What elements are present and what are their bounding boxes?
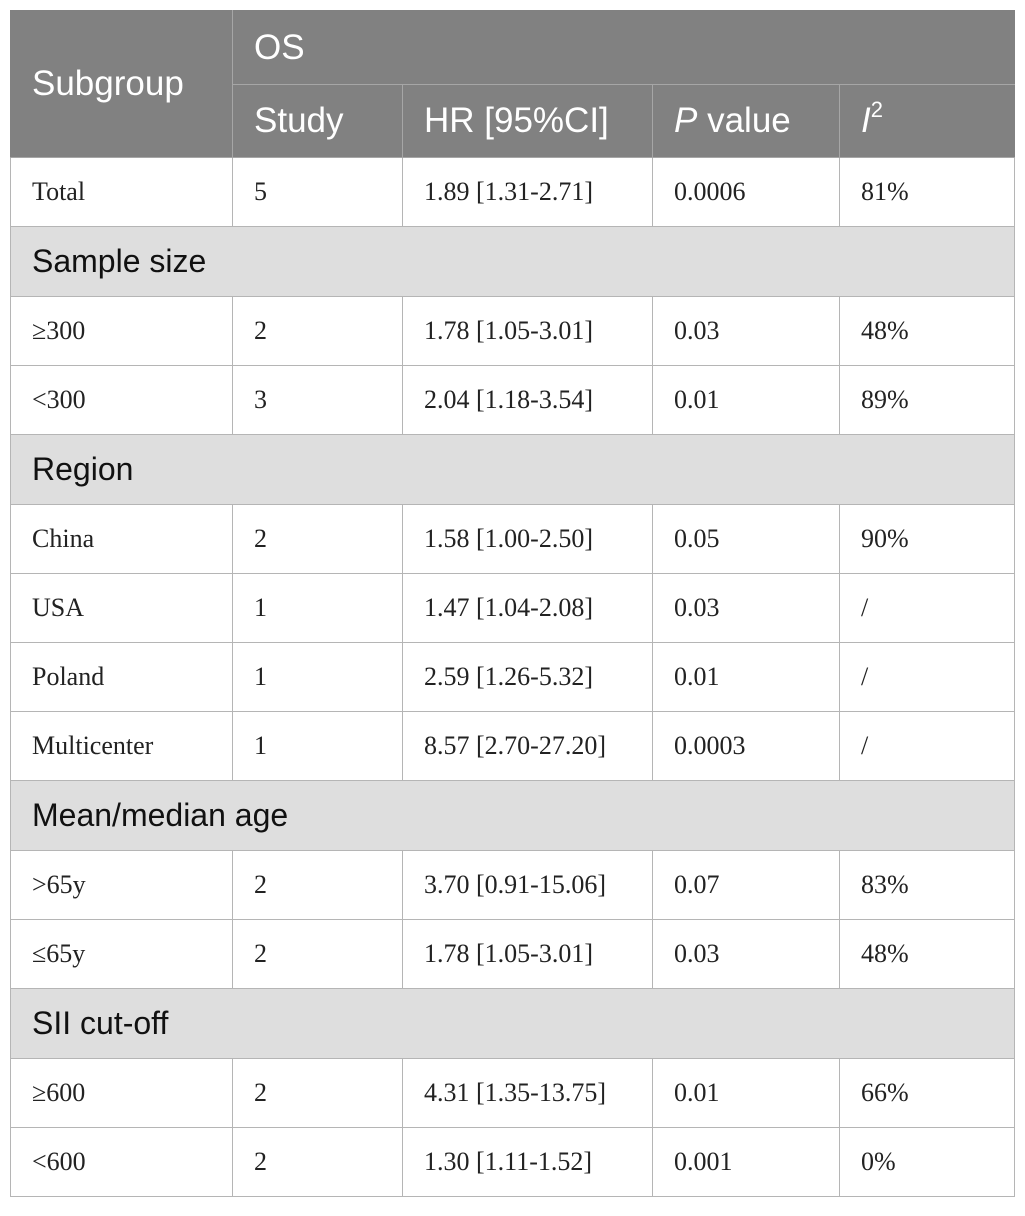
table-row — [11, 643, 1015, 712]
study-count-cell: 1 — [233, 712, 403, 781]
subgroup-cell: Total — [11, 158, 233, 227]
p-value-cell: 0.01 — [653, 366, 840, 435]
p-value-cell: 0.0003 — [653, 712, 840, 781]
hazard-ratio-cell: 1.30 [1.11-1.52] — [403, 1128, 653, 1197]
i2-cell: 0% — [840, 1128, 1015, 1197]
p-value-cell: 0.03 — [653, 574, 840, 643]
p-value-cell: 0.01 — [653, 643, 840, 712]
table-row — [11, 574, 1015, 643]
p-value-cell: 0.001 — [653, 1128, 840, 1197]
i2-cell: 90% — [840, 505, 1015, 574]
study-count-cell: 1 — [233, 574, 403, 643]
subgroup-analysis-table — [10, 10, 1015, 1197]
p-symbol: P — [674, 101, 698, 140]
group-row — [11, 781, 1015, 851]
i2-symbol: I — [861, 101, 871, 140]
group-label: SII cut-off — [11, 989, 1015, 1059]
table-row — [11, 158, 1015, 227]
table-row — [11, 712, 1015, 781]
table-body — [11, 158, 1015, 1197]
study-count-cell: 1 — [233, 643, 403, 712]
table-row — [11, 920, 1015, 989]
table-row — [11, 851, 1015, 920]
hazard-ratio-cell: 2.59 [1.26-5.32] — [403, 643, 653, 712]
study-count-cell: 3 — [233, 366, 403, 435]
p-value-header — [653, 85, 840, 158]
study-count-cell: 2 — [233, 297, 403, 366]
group-row — [11, 435, 1015, 505]
subgroup-cell: China — [11, 505, 233, 574]
p-value-cell: 0.0006 — [653, 158, 840, 227]
group-row — [11, 227, 1015, 297]
hr-header: HR [95%CI] — [403, 85, 653, 158]
i2-header — [840, 85, 1015, 158]
i2-cell: / — [840, 643, 1015, 712]
i2-cell: 66% — [840, 1059, 1015, 1128]
group-row — [11, 989, 1015, 1059]
study-header: Study — [233, 85, 403, 158]
table-row — [11, 1059, 1015, 1128]
hazard-ratio-cell: 1.78 [1.05-3.01] — [403, 297, 653, 366]
hazard-ratio-cell: 1.58 [1.00-2.50] — [403, 505, 653, 574]
subgroup-cell: >65y — [11, 851, 233, 920]
subgroup-header: Subgroup — [11, 11, 233, 158]
p-value-cell: 0.05 — [653, 505, 840, 574]
p-value-label: value — [697, 101, 791, 140]
group-label: Region — [11, 435, 1015, 505]
table-header — [11, 11, 1015, 158]
study-count-cell: 2 — [233, 1059, 403, 1128]
hazard-ratio-cell: 1.89 [1.31-2.71] — [403, 158, 653, 227]
i2-cell: 81% — [840, 158, 1015, 227]
subgroup-cell: Poland — [11, 643, 233, 712]
header-row-top — [11, 11, 1015, 85]
i2-cell: 48% — [840, 297, 1015, 366]
subgroup-cell: ≥300 — [11, 297, 233, 366]
i2-cell: / — [840, 712, 1015, 781]
study-count-cell: 2 — [233, 1128, 403, 1197]
hazard-ratio-cell: 8.57 [2.70-27.20] — [403, 712, 653, 781]
table-row — [11, 1128, 1015, 1197]
p-value-cell: 0.01 — [653, 1059, 840, 1128]
group-label: Sample size — [11, 227, 1015, 297]
group-label: Mean/median age — [11, 781, 1015, 851]
subgroup-cell: USA — [11, 574, 233, 643]
i2-cell: 89% — [840, 366, 1015, 435]
hazard-ratio-cell: 2.04 [1.18-3.54] — [403, 366, 653, 435]
hazard-ratio-cell: 3.70 [0.91-15.06] — [403, 851, 653, 920]
i2-cell: / — [840, 574, 1015, 643]
table-row — [11, 366, 1015, 435]
subgroup-cell: ≥600 — [11, 1059, 233, 1128]
study-count-cell: 2 — [233, 920, 403, 989]
subgroup-cell: ≤65y — [11, 920, 233, 989]
study-count-cell: 2 — [233, 505, 403, 574]
subgroup-cell: <600 — [11, 1128, 233, 1197]
p-value-cell: 0.03 — [653, 297, 840, 366]
study-count-cell: 2 — [233, 851, 403, 920]
hazard-ratio-cell: 1.78 [1.05-3.01] — [403, 920, 653, 989]
i2-cell: 83% — [840, 851, 1015, 920]
subgroup-cell: Multicenter — [11, 712, 233, 781]
i2-superscript: 2 — [870, 97, 883, 122]
hazard-ratio-cell: 4.31 [1.35-13.75] — [403, 1059, 653, 1128]
p-value-cell: 0.07 — [653, 851, 840, 920]
hazard-ratio-cell: 1.47 [1.04-2.08] — [403, 574, 653, 643]
table-row — [11, 297, 1015, 366]
os-header: OS — [233, 11, 1015, 85]
i2-cell: 48% — [840, 920, 1015, 989]
study-count-cell: 5 — [233, 158, 403, 227]
table-row — [11, 505, 1015, 574]
subgroup-cell: <300 — [11, 366, 233, 435]
p-value-cell: 0.03 — [653, 920, 840, 989]
